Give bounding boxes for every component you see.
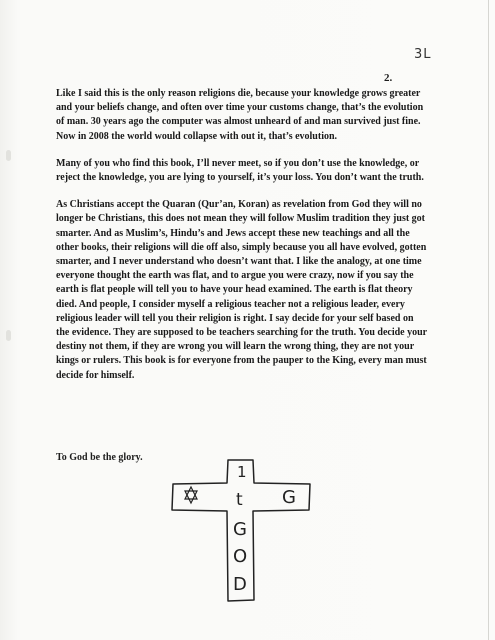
body-text <box>56 87 428 396</box>
handwritten-page-number: 3L <box>414 47 432 62</box>
page-number: 2. <box>384 72 393 84</box>
cross-letter-t: t <box>236 490 243 510</box>
closing-line: To God be the glory. <box>56 452 143 463</box>
cross-letter-g: G <box>233 519 247 540</box>
paragraph-3: As Christians accept the Quaran (Qur’an, Koran) as revelation from God they will no longer be Christians, this does not mean they will follow Muslim tradition they just got smarter. And as Muslim’s, Hindu’s and Jews accept these new teachings and all the other books, their religions will die off also, simply because you all have evolved, gotten smarter, and I never understand who doesn’t want that. I like the analogy, at one time everyone thought the earth was flat, and to argue you were crazy, now if you say the earth is flat people will tell you to have your head examined. The earth is flat theory died. And people, I consider myself a religious teacher not a religious leader, every religious leader will tell you their religion is right. I say decide for your self based on the evidence. They are supposed to be teachers searching for the truth. You decide your destiny not them, if they are wrong you will learn the wrong thing, they are not your kings or rulers. This book is for everyone from the pauper to the King, every man must decide for himself. <box>56 199 427 381</box>
page-edge <box>488 0 489 640</box>
cross-svg <box>170 455 320 605</box>
star-of-david-icon <box>185 487 197 503</box>
cross-letter-d: D <box>233 574 247 595</box>
punch-mark <box>6 150 11 161</box>
right-symbol-g: G <box>282 487 296 508</box>
cross-drawing <box>170 455 320 605</box>
cross-letter-1: 1 <box>237 463 247 481</box>
paragraph-2: Many of you who find this book, I’ll never meet, so if you don’t use the knowledge, or reject the knowledge, you are lying to yourself, it’s your loss. You don’t want the truth. <box>56 157 424 184</box>
punch-mark <box>6 330 11 341</box>
cross-letter-o: O <box>233 546 248 567</box>
paragraph-1: Like I said this is the only reason religions die, because your knowledge grows greater and your beliefs change, and often over time your customs change, that’s the evolution of man. 30 years ago the computer was almost unheard of and man survived just fine. Now in 2008 the world would collapse with out it, that’s evolution. <box>56 88 424 142</box>
